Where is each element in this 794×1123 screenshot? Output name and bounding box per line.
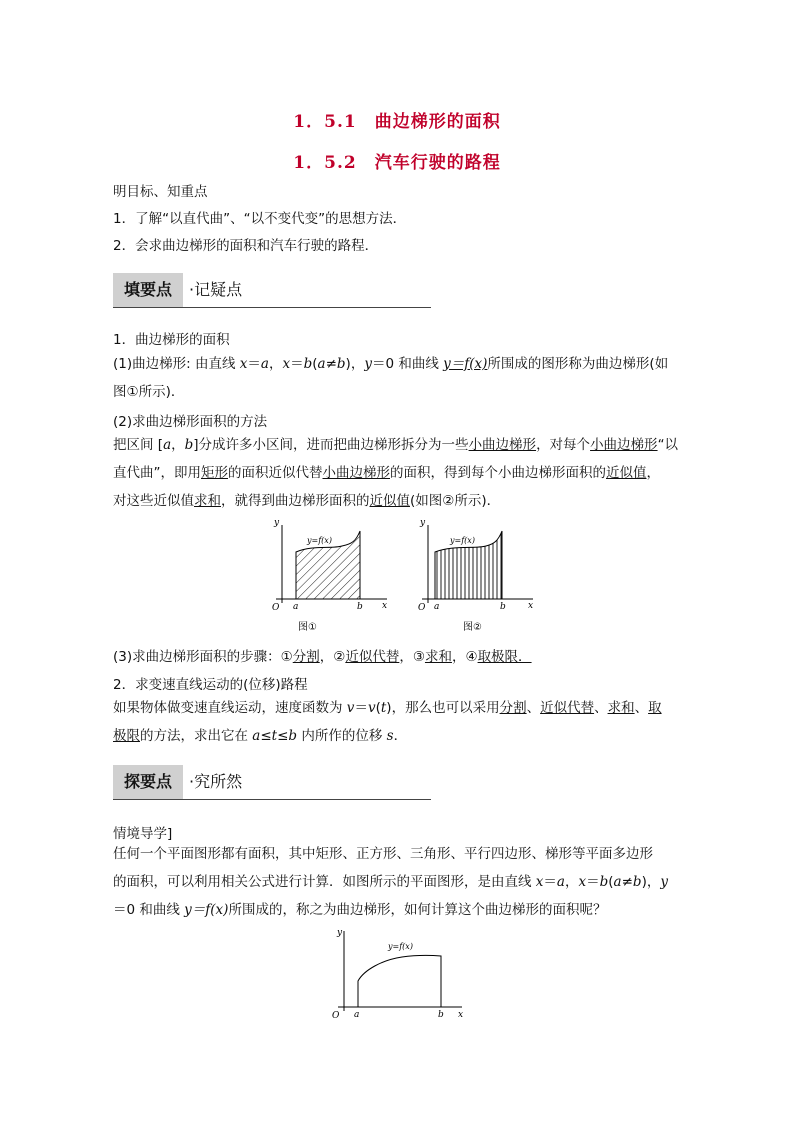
s1-heading-4: 2．求变速直线运动的(位移)路程 (113, 677, 308, 693)
section-header-explore-points (113, 765, 431, 800)
x-axis-label: x (528, 601, 534, 611)
b-label: b (500, 602, 506, 612)
section-subtitle: ·究所然 (189, 772, 243, 791)
figure-1-diagram (262, 515, 392, 637)
intro-item-1: 1．了解“以直代曲”、“以不变代变”的思想方法． (113, 211, 407, 227)
a-label: a (293, 602, 299, 612)
y-axis-label: y (420, 518, 426, 528)
origin-label: O (418, 603, 426, 613)
b-label: b (438, 1010, 444, 1020)
x-axis-label: x (458, 1010, 464, 1020)
figure-2-diagram (408, 515, 538, 637)
s1-paragraph-4: 如果物体做变速直线运动，速度函数为 v＝v(t)，那么也可以采用分割、近似代替、求和、取 极限的方法，求出它在 a≤t≤b 内所作的位移 s． (113, 700, 662, 744)
intro-item-2: 2．会求曲边梯形的面积和汽车行驶的路程． (113, 238, 379, 254)
curve-label: y=f(x) (388, 942, 413, 951)
lesson-title-2: 1．5.2 汽车行驶的路程 (293, 153, 501, 173)
s2-paragraph-1: 任何一个平面图形都有面积，其中矩形、正方形、三角形、平行四边形、梯形等平面多边形 的面积，可以利用相关公式进行计算．如图所示的平面图形，是由直线 x＝a，x＝b(a≠b)，y ＝0 和曲线 y＝f(x)所围成的，称之为曲边梯形，如何计算这个曲边梯形的面积呢？ (113, 846, 668, 918)
s1-paragraph-2: 把区间 [a，b]分成许多小区间，进而把曲边梯形拆分为一些小曲边梯形，对每个小曲边梯形“以 直代曲”，即用矩形的面积近似代替小曲边梯形的面积，得到每个小曲边梯形面积的近似值， 对这些近似值求和，就得到曲边梯形面积的近似值(如图②所示)． (113, 437, 679, 509)
y-axis-label: y (274, 518, 280, 528)
section-tag: 探要点 (113, 765, 183, 799)
b-label: b (357, 602, 363, 612)
a-label: a (434, 602, 440, 612)
origin-label: O (332, 1011, 340, 1021)
curve-label: y=f(x) (307, 536, 332, 545)
curved-trapezoid (358, 955, 441, 1007)
s1-heading-1: 1．曲边梯形的面积 (113, 332, 230, 348)
s1-heading-3: (3)求曲边梯形面积的步骤：①分割，②近似代替，③求和，④取极限． (113, 649, 532, 665)
section-tag: 填要点 (113, 273, 183, 307)
lesson-title-1: 1．5.1 曲边梯形的面积 (293, 112, 501, 132)
origin-label: O (272, 603, 280, 613)
section-subtitle: ·记疑点 (189, 280, 243, 299)
s1-heading-2: (2)求曲边梯形面积的方法 (113, 414, 268, 430)
x-axis-label: x (382, 601, 388, 611)
curve-label: y=f(x) (450, 536, 475, 545)
y-axis-label: y (337, 928, 343, 938)
figure-3-diagram (324, 925, 468, 1025)
section-header-fill-points (113, 273, 431, 308)
intro-heading: 明目标、知重点 (113, 184, 208, 200)
s1-paragraph-1: (1)曲边梯形: 由直线 x＝a，x＝b(a≠b)，y＝0 和曲线 y＝f(x)所围成的图形称为曲边梯形(如 图①所示)． (113, 356, 669, 400)
a-label: a (354, 1010, 360, 1020)
figure-1-caption: 图① (298, 622, 317, 633)
s2-heading-1: 情境导学] (113, 826, 173, 842)
figure-2-caption: 图② (463, 622, 482, 633)
